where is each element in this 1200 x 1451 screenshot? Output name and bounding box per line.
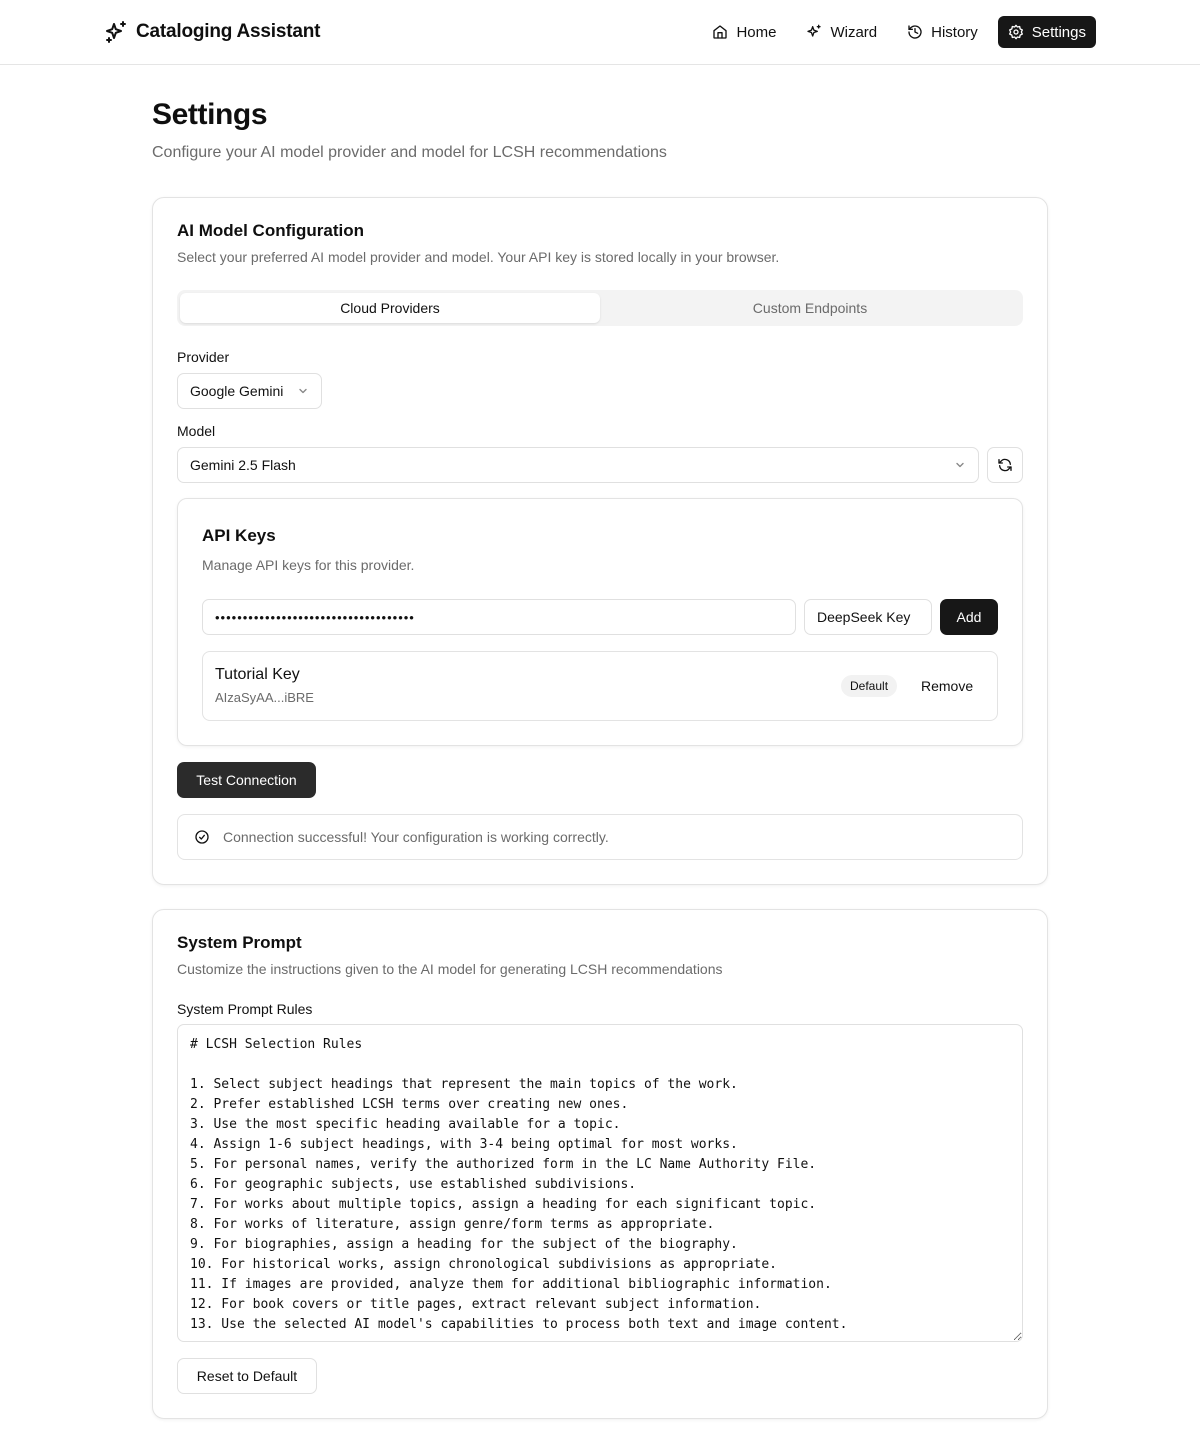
key-name-input[interactable]: DeepSeek Key bbox=[804, 599, 932, 635]
brand-name: Cataloging Assistant bbox=[136, 21, 321, 42]
system-prompt-card bbox=[152, 909, 1048, 1419]
card-description: Select your preferred AI model provider and model. Your API key is stored locally in your browser. bbox=[177, 249, 780, 265]
model-select[interactable] bbox=[177, 447, 979, 483]
chevron-down-icon bbox=[297, 385, 309, 397]
card-title: AI Model Configuration bbox=[177, 221, 364, 240]
key-name: Tutorial Key bbox=[215, 666, 300, 683]
default-badge: Default bbox=[841, 675, 897, 697]
brand[interactable] bbox=[104, 19, 320, 45]
key-masked-value: AIzaSyAA...iBRE bbox=[215, 690, 314, 705]
home-icon bbox=[712, 24, 728, 40]
page-title: Settings bbox=[152, 98, 268, 131]
system-prompt-textarea[interactable]: # LCSH Selection Rules 1. Select subject headings that represent the main topics of the work. 2. Prefer established LCSH terms over creating new ones. 3. Use the most specific heading available for a topic. 4. Assign 1-6 subject headings, with 3-4 being optimal for most works. 5. For personal names, verify the authorized form in the LC Name Authority File. 6. For geographic subjects, use established subdivisions. 7. For works about multiple topics, assign a heading for each significant topic. 8. For works of literature, assign genre/form terms as appropriate. 9. For biographies, assign a heading for the subject of the biography. 10. For historical works, assign chronological subdivisions as appropriate. 11. If images are provided, analyze them for additional bibliographic information. 12. For book covers or title pages, extract relevant subject information. 13. Use the selected AI model's capabilities to process both text and image content. bbox=[177, 1024, 1023, 1342]
sparkles-icon bbox=[806, 24, 822, 40]
provider-select[interactable] bbox=[177, 373, 322, 409]
connection-status-text: Connection successful! Your configuration is working correctly. bbox=[223, 829, 609, 845]
main-nav bbox=[702, 16, 1096, 48]
api-key-item bbox=[202, 651, 998, 721]
page-subtitle: Configure your AI model provider and model for LCSH recommendations bbox=[152, 144, 667, 161]
card-title: System Prompt bbox=[177, 933, 302, 952]
nav-settings[interactable] bbox=[998, 16, 1096, 48]
tab-custom-endpoints[interactable]: Custom Endpoints bbox=[752, 300, 868, 316]
api-keys-description: Manage API keys for this provider. bbox=[202, 557, 415, 573]
test-connection-button[interactable]: Test Connection bbox=[177, 762, 316, 798]
system-prompt-rules-label: System Prompt Rules bbox=[177, 1001, 313, 1017]
nav-home[interactable] bbox=[702, 16, 786, 48]
nav-history[interactable] bbox=[897, 16, 988, 48]
gear-icon bbox=[1008, 24, 1024, 40]
nav-home-label: Home bbox=[736, 23, 777, 41]
provider-tabs bbox=[177, 290, 1023, 326]
connection-status-alert bbox=[177, 814, 1023, 860]
top-navbar bbox=[0, 0, 1200, 65]
add-key-button[interactable]: Add bbox=[940, 599, 998, 635]
provider-select-value: Google Gemini bbox=[190, 383, 284, 399]
nav-wizard-label: Wizard bbox=[830, 23, 878, 41]
reset-to-default-button[interactable]: Reset to Default bbox=[177, 1358, 317, 1394]
model-label: Model bbox=[177, 423, 216, 439]
nav-history-label: History bbox=[931, 23, 978, 41]
api-keys-title: API Keys bbox=[202, 526, 276, 545]
history-icon bbox=[907, 24, 923, 40]
check-circle-icon bbox=[194, 829, 210, 845]
nav-wizard[interactable] bbox=[796, 16, 887, 48]
card-description: Customize the instructions given to the AI model for generating LCSH recommendations bbox=[177, 961, 723, 977]
chevron-down-icon bbox=[954, 459, 966, 471]
model-select-value: Gemini 2.5 Flash bbox=[190, 457, 296, 473]
ai-model-config-card bbox=[152, 197, 1048, 885]
remove-key-button[interactable]: Remove bbox=[921, 678, 974, 694]
sparkles-icon bbox=[104, 20, 128, 44]
api-keys-card bbox=[177, 498, 1023, 746]
nav-settings-label: Settings bbox=[1031, 23, 1086, 41]
provider-label: Provider bbox=[177, 349, 230, 365]
refresh-icon bbox=[997, 457, 1013, 473]
tab-cloud-providers[interactable]: Cloud Providers bbox=[180, 293, 600, 323]
refresh-models-button[interactable] bbox=[987, 447, 1023, 483]
api-key-input[interactable]: •••••••••••••••••••••••••••••••••••• bbox=[202, 599, 796, 635]
